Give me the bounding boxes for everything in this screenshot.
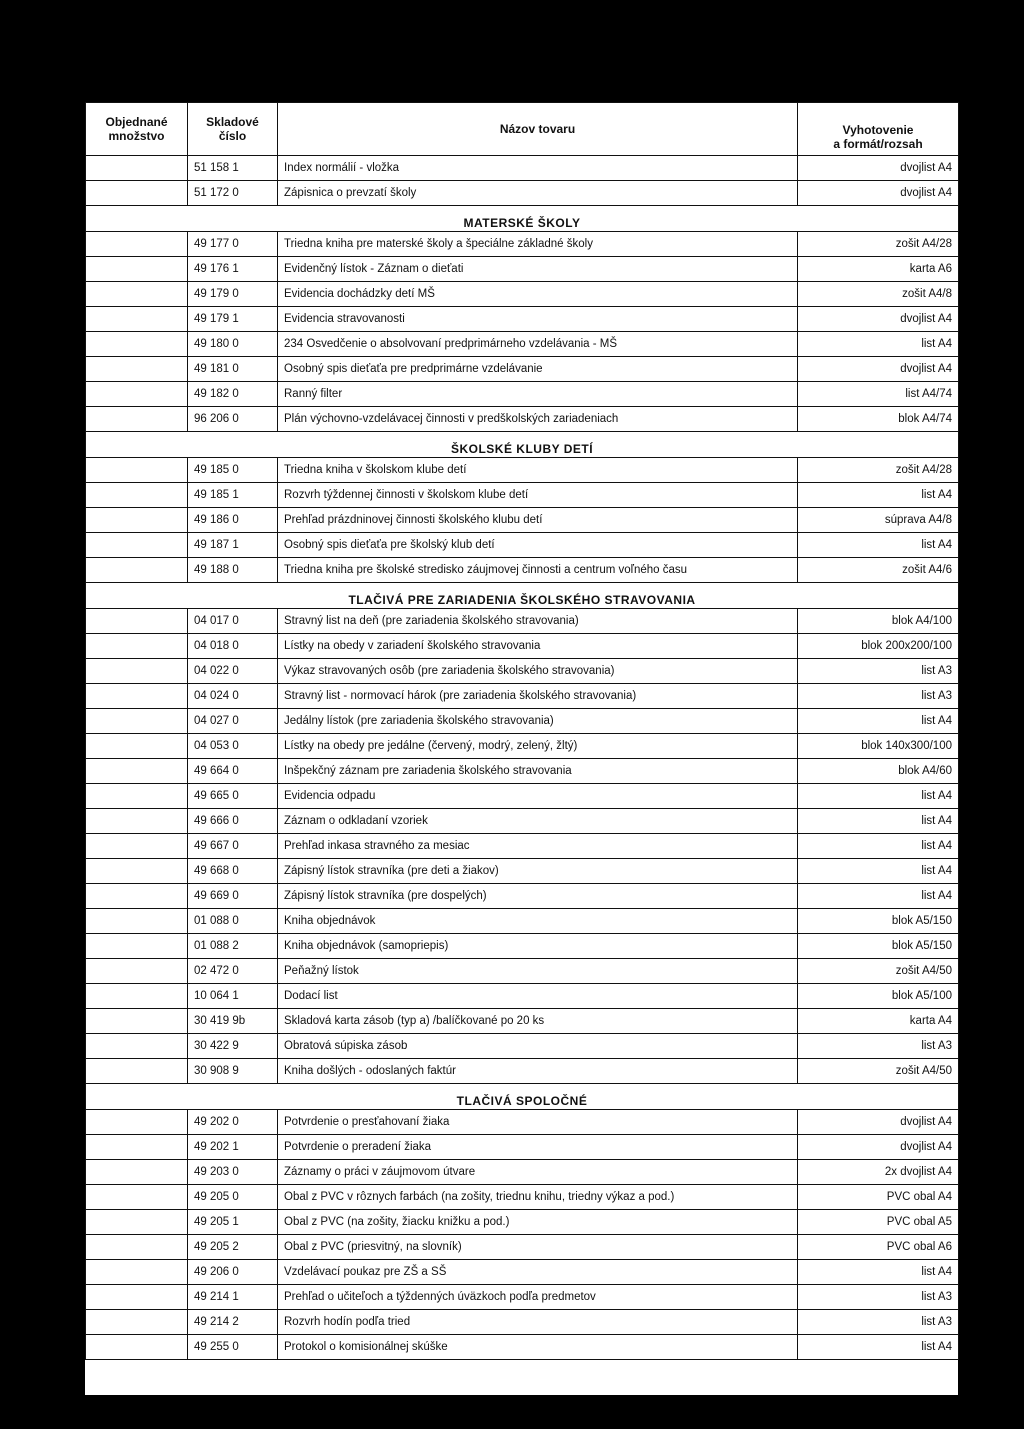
product-name-cell: Obratová súpiska zásob xyxy=(278,1034,798,1059)
stock-number-cell: 01 088 2 xyxy=(188,934,278,959)
quantity-cell[interactable] xyxy=(86,181,188,206)
table-row xyxy=(86,934,959,959)
product-name-cell: Kniha objednávok (samopriepis) xyxy=(278,934,798,959)
format-cell: dvojlist A4 xyxy=(798,1110,959,1135)
product-name-cell: Triedna kniha v školskom klube detí xyxy=(278,458,798,483)
quantity-cell[interactable] xyxy=(86,934,188,959)
table-row xyxy=(86,483,959,508)
header-product-name: Názov tovaru xyxy=(278,103,798,156)
stock-number-cell: 04 022 0 xyxy=(188,659,278,684)
quantity-cell[interactable] xyxy=(86,1285,188,1310)
quantity-cell[interactable] xyxy=(86,1335,188,1360)
quantity-cell[interactable] xyxy=(86,734,188,759)
product-name-cell: Potvrdenie o preradení žiaka xyxy=(278,1135,798,1160)
product-name-cell: Vzdelávací poukaz pre ZŠ a SŠ xyxy=(278,1260,798,1285)
order-form-table xyxy=(85,102,959,1360)
stock-number-cell: 49 176 1 xyxy=(188,257,278,282)
product-name-cell: Plán výchovno-vzdelávacej činnosti v predškolských zariadeniach xyxy=(278,407,798,432)
stock-number-cell: 02 472 0 xyxy=(188,959,278,984)
format-cell: dvojlist A4 xyxy=(798,307,959,332)
stock-number-cell: 49 205 1 xyxy=(188,1210,278,1235)
table-row xyxy=(86,759,959,784)
stock-number-cell: 49 669 0 xyxy=(188,884,278,909)
table-row xyxy=(86,859,959,884)
format-cell: blok 200x200/100 xyxy=(798,634,959,659)
quantity-cell[interactable] xyxy=(86,834,188,859)
format-cell: blok A5/150 xyxy=(798,934,959,959)
table-row xyxy=(86,909,959,934)
quantity-cell[interactable] xyxy=(86,407,188,432)
table-header-row xyxy=(86,103,959,156)
stock-number-cell: 30 422 9 xyxy=(188,1034,278,1059)
quantity-cell[interactable] xyxy=(86,759,188,784)
stock-number-cell: 49 205 0 xyxy=(188,1185,278,1210)
quantity-cell[interactable] xyxy=(86,533,188,558)
product-name-cell: Osobný spis dieťaťa pre predprimárne vzdelávanie xyxy=(278,357,798,382)
stock-number-cell: 49 214 1 xyxy=(188,1285,278,1310)
quantity-cell[interactable] xyxy=(86,156,188,181)
stock-number-cell: 01 088 0 xyxy=(188,909,278,934)
product-name-cell: Triedna kniha pre materské školy a špeciálne základné školy xyxy=(278,232,798,257)
quantity-cell[interactable] xyxy=(86,1160,188,1185)
product-name-cell: Evidenčný lístok - Záznam o dieťati xyxy=(278,257,798,282)
table-row xyxy=(86,1160,959,1185)
format-cell: list A3 xyxy=(798,684,959,709)
section-title: TLAČIVÁ PRE ZARIADENIA ŠKOLSKÉHO STRAVOVANIA xyxy=(86,583,959,609)
stock-number-cell: 49 185 1 xyxy=(188,483,278,508)
product-name-cell: Index normálií - vložka xyxy=(278,156,798,181)
stock-number-cell: 49 180 0 xyxy=(188,332,278,357)
table-row xyxy=(86,1335,959,1360)
stock-number-cell: 04 053 0 xyxy=(188,734,278,759)
product-name-cell: Potvrdenie o presťahovaní žiaka xyxy=(278,1110,798,1135)
product-name-cell: Zápisný lístok stravníka (pre dospelých) xyxy=(278,884,798,909)
format-cell: list A4 xyxy=(798,784,959,809)
table-row xyxy=(86,357,959,382)
stock-number-cell: 10 064 1 xyxy=(188,984,278,1009)
product-name-cell: Zápisnica o prevzatí školy xyxy=(278,181,798,206)
stock-number-cell: 51 158 1 xyxy=(188,156,278,181)
stock-number-cell: 04 017 0 xyxy=(188,609,278,634)
quantity-cell[interactable] xyxy=(86,1235,188,1260)
format-cell: zošit A4/8 xyxy=(798,282,959,307)
format-cell: list A4 xyxy=(798,884,959,909)
quantity-cell[interactable] xyxy=(86,1185,188,1210)
quantity-cell[interactable] xyxy=(86,1059,188,1084)
format-cell: dvojlist A4 xyxy=(798,156,959,181)
format-cell: karta A4 xyxy=(798,1009,959,1034)
table-row xyxy=(86,1059,959,1084)
stock-number-cell: 49 181 0 xyxy=(188,357,278,382)
format-cell: blok A5/150 xyxy=(798,909,959,934)
quantity-cell[interactable] xyxy=(86,959,188,984)
order-form-sheet xyxy=(85,102,958,1395)
table-row xyxy=(86,282,959,307)
quantity-cell[interactable] xyxy=(86,232,188,257)
stock-number-cell: 49 187 1 xyxy=(188,533,278,558)
product-name-cell: Stravný list - normovací hárok (pre zariadenia školského stravovania) xyxy=(278,684,798,709)
quantity-cell[interactable] xyxy=(86,508,188,533)
format-cell: blok A4/60 xyxy=(798,759,959,784)
quantity-cell[interactable] xyxy=(86,1210,188,1235)
table-row xyxy=(86,1034,959,1059)
stock-number-cell: 49 179 0 xyxy=(188,282,278,307)
stock-number-cell: 49 185 0 xyxy=(188,458,278,483)
quantity-cell[interactable] xyxy=(86,257,188,282)
format-cell: PVC obal A5 xyxy=(798,1210,959,1235)
section-header-row xyxy=(86,206,959,232)
table-row xyxy=(86,458,959,483)
header-quantity: Objednané množstvo xyxy=(86,103,188,156)
stock-number-cell: 51 172 0 xyxy=(188,181,278,206)
stock-number-cell: 49 205 2 xyxy=(188,1235,278,1260)
product-name-cell: Rozvrh hodín podľa tried xyxy=(278,1310,798,1335)
quantity-cell[interactable] xyxy=(86,1110,188,1135)
format-cell: zošit A4/28 xyxy=(798,232,959,257)
quantity-cell[interactable] xyxy=(86,884,188,909)
stock-number-cell: 49 188 0 xyxy=(188,558,278,583)
stock-number-cell: 49 214 2 xyxy=(188,1310,278,1335)
stock-number-cell: 96 206 0 xyxy=(188,407,278,432)
format-cell: 2x dvojlist A4 xyxy=(798,1160,959,1185)
table-row xyxy=(86,1110,959,1135)
table-row xyxy=(86,307,959,332)
product-name-cell: Dodací list xyxy=(278,984,798,1009)
stock-number-cell: 49 666 0 xyxy=(188,809,278,834)
product-name-cell: Prehľad inkasa stravného za mesiac xyxy=(278,834,798,859)
product-name-cell: Triedna kniha pre školské stredisko záujmovej činnosti a centrum voľného času xyxy=(278,558,798,583)
stock-number-cell: 49 179 1 xyxy=(188,307,278,332)
product-name-cell: Ranný filter xyxy=(278,382,798,407)
quantity-cell[interactable] xyxy=(86,859,188,884)
quantity-cell[interactable] xyxy=(86,282,188,307)
stock-number-cell: 49 186 0 xyxy=(188,508,278,533)
format-cell: list A4 xyxy=(798,834,959,859)
table-row xyxy=(86,659,959,684)
product-name-cell: Kniha objednávok xyxy=(278,909,798,934)
product-name-cell: Peňažný lístok xyxy=(278,959,798,984)
format-cell: blok A5/100 xyxy=(798,984,959,1009)
quantity-cell[interactable] xyxy=(86,1135,188,1160)
stock-number-cell: 04 024 0 xyxy=(188,684,278,709)
section-header-row xyxy=(86,1084,959,1110)
quantity-cell[interactable] xyxy=(86,307,188,332)
table-row xyxy=(86,959,959,984)
quantity-cell[interactable] xyxy=(86,357,188,382)
table-row xyxy=(86,1235,959,1260)
product-name-cell: Výkaz stravovaných osôb (pre zariadenia školského stravovania) xyxy=(278,659,798,684)
section-title: MATERSKÉ ŠKOLY xyxy=(86,206,959,232)
table-row xyxy=(86,407,959,432)
table-row xyxy=(86,332,959,357)
format-cell: karta A6 xyxy=(798,257,959,282)
format-cell: list A3 xyxy=(798,659,959,684)
quantity-cell[interactable] xyxy=(86,332,188,357)
format-cell: list A3 xyxy=(798,1034,959,1059)
table-row xyxy=(86,834,959,859)
table-row xyxy=(86,1185,959,1210)
product-name-cell: 234 Osvedčenie o absolvovaní predprimárneho vzdelávania - MŠ xyxy=(278,332,798,357)
format-cell: zošit A4/50 xyxy=(798,1059,959,1084)
table-body xyxy=(86,156,959,1360)
format-cell: list A4 xyxy=(798,1260,959,1285)
product-name-cell: Stravný list na deň (pre zariadenia školského stravovania) xyxy=(278,609,798,634)
format-cell: list A4 xyxy=(798,483,959,508)
quantity-cell[interactable] xyxy=(86,909,188,934)
quantity-cell[interactable] xyxy=(86,634,188,659)
stock-number-cell: 49 206 0 xyxy=(188,1260,278,1285)
format-cell: list A4 xyxy=(798,709,959,734)
format-cell: PVC obal A6 xyxy=(798,1235,959,1260)
format-cell: súprava A4/8 xyxy=(798,508,959,533)
product-name-cell: Prehľad o učiteľoch a týždenných úväzkoch podľa predmetov xyxy=(278,1285,798,1310)
table-row xyxy=(86,533,959,558)
quantity-cell[interactable] xyxy=(86,1034,188,1059)
product-name-cell: Protokol o komisionálnej skúške xyxy=(278,1335,798,1360)
section-title: TLAČIVÁ SPOLOČNÉ xyxy=(86,1084,959,1110)
table-row xyxy=(86,1009,959,1034)
stock-number-cell: 49 203 0 xyxy=(188,1160,278,1185)
stock-number-cell: 49 668 0 xyxy=(188,859,278,884)
table-row xyxy=(86,382,959,407)
product-name-cell: Záznamy o práci v záujmovom útvare xyxy=(278,1160,798,1185)
stock-number-cell: 49 182 0 xyxy=(188,382,278,407)
section-title: ŠKOLSKÉ KLUBY DETÍ xyxy=(86,432,959,458)
quantity-cell[interactable] xyxy=(86,609,188,634)
quantity-cell[interactable] xyxy=(86,1310,188,1335)
stock-number-cell: 30 419 9b xyxy=(188,1009,278,1034)
product-name-cell: Jedálny lístok (pre zariadenia školského stravovania) xyxy=(278,709,798,734)
product-name-cell: Obal z PVC (na zošity, žiacku knižku a pod.) xyxy=(278,1210,798,1235)
format-cell: list A4 xyxy=(798,859,959,884)
format-cell: list A4 xyxy=(798,1335,959,1360)
format-cell: list A4 xyxy=(798,533,959,558)
product-name-cell: Obal z PVC (priesvitný, na slovník) xyxy=(278,1235,798,1260)
section-header-row xyxy=(86,432,959,458)
table-row xyxy=(86,232,959,257)
table-row xyxy=(86,634,959,659)
table-row xyxy=(86,181,959,206)
format-cell: dvojlist A4 xyxy=(798,357,959,382)
table-row xyxy=(86,508,959,533)
table-row xyxy=(86,558,959,583)
table-row xyxy=(86,1285,959,1310)
header-format: Vyhotovenie a formát/rozsah xyxy=(798,103,959,156)
stock-number-cell: 49 667 0 xyxy=(188,834,278,859)
table-row xyxy=(86,1210,959,1235)
section-header-row xyxy=(86,583,959,609)
header-stock-number: Skladové číslo xyxy=(188,103,278,156)
format-cell: blok A4/74 xyxy=(798,407,959,432)
product-name-cell: Osobný spis dieťaťa pre školský klub detí xyxy=(278,533,798,558)
stock-number-cell: 49 255 0 xyxy=(188,1335,278,1360)
product-name-cell: Evidencia stravovanosti xyxy=(278,307,798,332)
format-cell: dvojlist A4 xyxy=(798,1135,959,1160)
stock-number-cell: 30 908 9 xyxy=(188,1059,278,1084)
format-cell: blok 140x300/100 xyxy=(798,734,959,759)
quantity-cell[interactable] xyxy=(86,659,188,684)
table-row xyxy=(86,1310,959,1335)
table-row xyxy=(86,709,959,734)
format-cell: zošit A4/50 xyxy=(798,959,959,984)
quantity-cell[interactable] xyxy=(86,483,188,508)
quantity-cell[interactable] xyxy=(86,984,188,1009)
stock-number-cell: 04 027 0 xyxy=(188,709,278,734)
product-name-cell: Záznam o odkladaní vzoriek xyxy=(278,809,798,834)
product-name-cell: Prehľad prázdninovej činnosti školského klubu detí xyxy=(278,508,798,533)
format-cell: list A3 xyxy=(798,1285,959,1310)
quantity-cell[interactable] xyxy=(86,458,188,483)
product-name-cell: Inšpekčný záznam pre zariadenia školského stravovania xyxy=(278,759,798,784)
format-cell: zošit A4/28 xyxy=(798,458,959,483)
quantity-cell[interactable] xyxy=(86,784,188,809)
format-cell: list A3 xyxy=(798,1310,959,1335)
product-name-cell: Rozvrh týždennej činnosti v školskom klube detí xyxy=(278,483,798,508)
format-cell: list A4 xyxy=(798,332,959,357)
format-cell: blok A4/100 xyxy=(798,609,959,634)
table-row xyxy=(86,257,959,282)
stock-number-cell: 49 665 0 xyxy=(188,784,278,809)
stock-number-cell: 49 664 0 xyxy=(188,759,278,784)
table-row xyxy=(86,1260,959,1285)
product-name-cell: Lístky na obedy pre jedálne (červený, modrý, zelený, žltý) xyxy=(278,734,798,759)
stock-number-cell: 49 177 0 xyxy=(188,232,278,257)
product-name-cell: Skladová karta zásob (typ a) /balíčkované po 20 ks xyxy=(278,1009,798,1034)
stock-number-cell: 49 202 1 xyxy=(188,1135,278,1160)
product-name-cell: Evidencia dochádzky detí MŠ xyxy=(278,282,798,307)
quantity-cell[interactable] xyxy=(86,558,188,583)
quantity-cell[interactable] xyxy=(86,1009,188,1034)
stock-number-cell: 49 202 0 xyxy=(188,1110,278,1135)
table-row xyxy=(86,684,959,709)
table-row xyxy=(86,984,959,1009)
stock-number-cell: 04 018 0 xyxy=(188,634,278,659)
product-name-cell: Zápisný lístok stravníka (pre deti a žiakov) xyxy=(278,859,798,884)
table-row xyxy=(86,784,959,809)
format-cell: list A4/74 xyxy=(798,382,959,407)
table-row xyxy=(86,609,959,634)
product-name-cell: Evidencia odpadu xyxy=(278,784,798,809)
quantity-cell[interactable] xyxy=(86,684,188,709)
product-name-cell: Kniha došlých - odoslaných faktúr xyxy=(278,1059,798,1084)
format-cell: list A4 xyxy=(798,809,959,834)
product-name-cell: Obal z PVC v rôznych farbách (na zošity, triednu knihu, triedny výkaz a pod.) xyxy=(278,1185,798,1210)
table-row xyxy=(86,884,959,909)
table-row xyxy=(86,156,959,181)
quantity-cell[interactable] xyxy=(86,382,188,407)
format-cell: zošit A4/6 xyxy=(798,558,959,583)
quantity-cell[interactable] xyxy=(86,809,188,834)
table-row xyxy=(86,1135,959,1160)
format-cell: dvojlist A4 xyxy=(798,181,959,206)
table-row xyxy=(86,734,959,759)
quantity-cell[interactable] xyxy=(86,709,188,734)
table-row xyxy=(86,809,959,834)
product-name-cell: Lístky na obedy v zariadení školského stravovania xyxy=(278,634,798,659)
format-cell: PVC obal A4 xyxy=(798,1185,959,1210)
quantity-cell[interactable] xyxy=(86,1260,188,1285)
